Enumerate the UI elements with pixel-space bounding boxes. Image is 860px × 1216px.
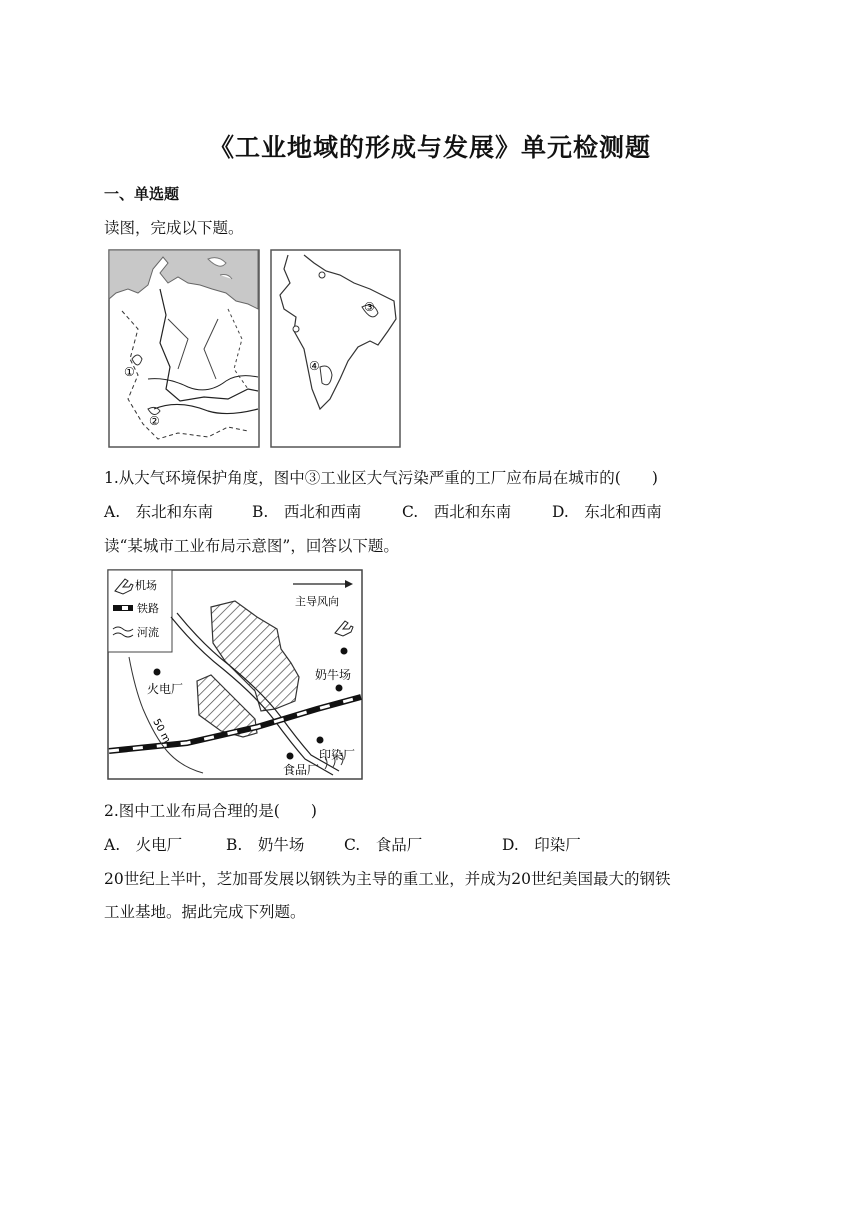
place-dye-factory: 印染厂 — [319, 748, 356, 762]
intro-text-2: 读“某城市工业布局示意图”，回答以下题。 — [104, 537, 399, 555]
question-2-text: 2.图中工业布局合理的是( ) — [104, 802, 317, 820]
q2-option-c[interactable]: C. 食品厂 — [344, 836, 423, 854]
question-1-options — [104, 500, 662, 522]
q2-option-d[interactable]: D. 印染厂 — [502, 836, 581, 854]
q1-option-a[interactable]: A. 东北和东南 — [104, 503, 214, 521]
city-layout-figure — [107, 569, 363, 781]
food-factory-dot — [287, 753, 294, 760]
place-dairy-farm: 奶牛场 — [315, 668, 352, 682]
intro-text-3-continued: 工业基地。据此完成下列题。 — [104, 903, 306, 921]
q2-option-a[interactable]: A. 火电厂 — [104, 836, 183, 854]
dye-factory-dot — [317, 737, 324, 744]
dairy-farm-dot — [341, 648, 348, 655]
section-heading: 一、单选题 — [104, 185, 180, 203]
q2-option-b[interactable]: B. 奶牛场 — [226, 836, 305, 854]
map-left — [109, 250, 259, 447]
wind-label: 主导风向 — [295, 595, 339, 608]
q1-option-b[interactable]: B. 西北和西南 — [252, 503, 362, 521]
contour-label: 50 m — [150, 717, 173, 746]
regional-maps-figure — [108, 249, 402, 449]
q1-option-d[interactable]: D. 东北和西南 — [552, 503, 662, 521]
intro-text-3: 20世纪上半叶，芝加哥发展以钢铁为主导的重工业，并成为20世纪美国最大的钢铁 — [104, 870, 671, 888]
place-power-plant: 火电厂 — [147, 682, 184, 696]
legend-railway-label: 铁路 — [137, 602, 159, 615]
legend-airport-label: 机场 — [135, 579, 157, 592]
q1-option-c[interactable]: C. 西北和东南 — [402, 503, 512, 521]
question-1-text: 1.从大气环境保护角度，图中③工业区大气污染严重的工厂应布局在城市的( ) — [104, 469, 658, 487]
page-title: 《工业地域的形成与发展》单元检测题 — [208, 133, 651, 162]
map-label-1: ① — [124, 365, 135, 379]
intro-text-1: 读图，完成以下题。 — [104, 219, 244, 237]
map-right — [271, 250, 400, 447]
legend-river-label: 河流 — [137, 626, 159, 639]
map-label-2: ② — [149, 414, 160, 428]
map-label-3: ③ — [364, 300, 375, 314]
place-food-factory: 食品厂 — [283, 763, 320, 777]
question-2-options — [104, 833, 581, 855]
power-plant-dot — [154, 669, 161, 676]
map-label-4: ④ — [309, 359, 320, 373]
